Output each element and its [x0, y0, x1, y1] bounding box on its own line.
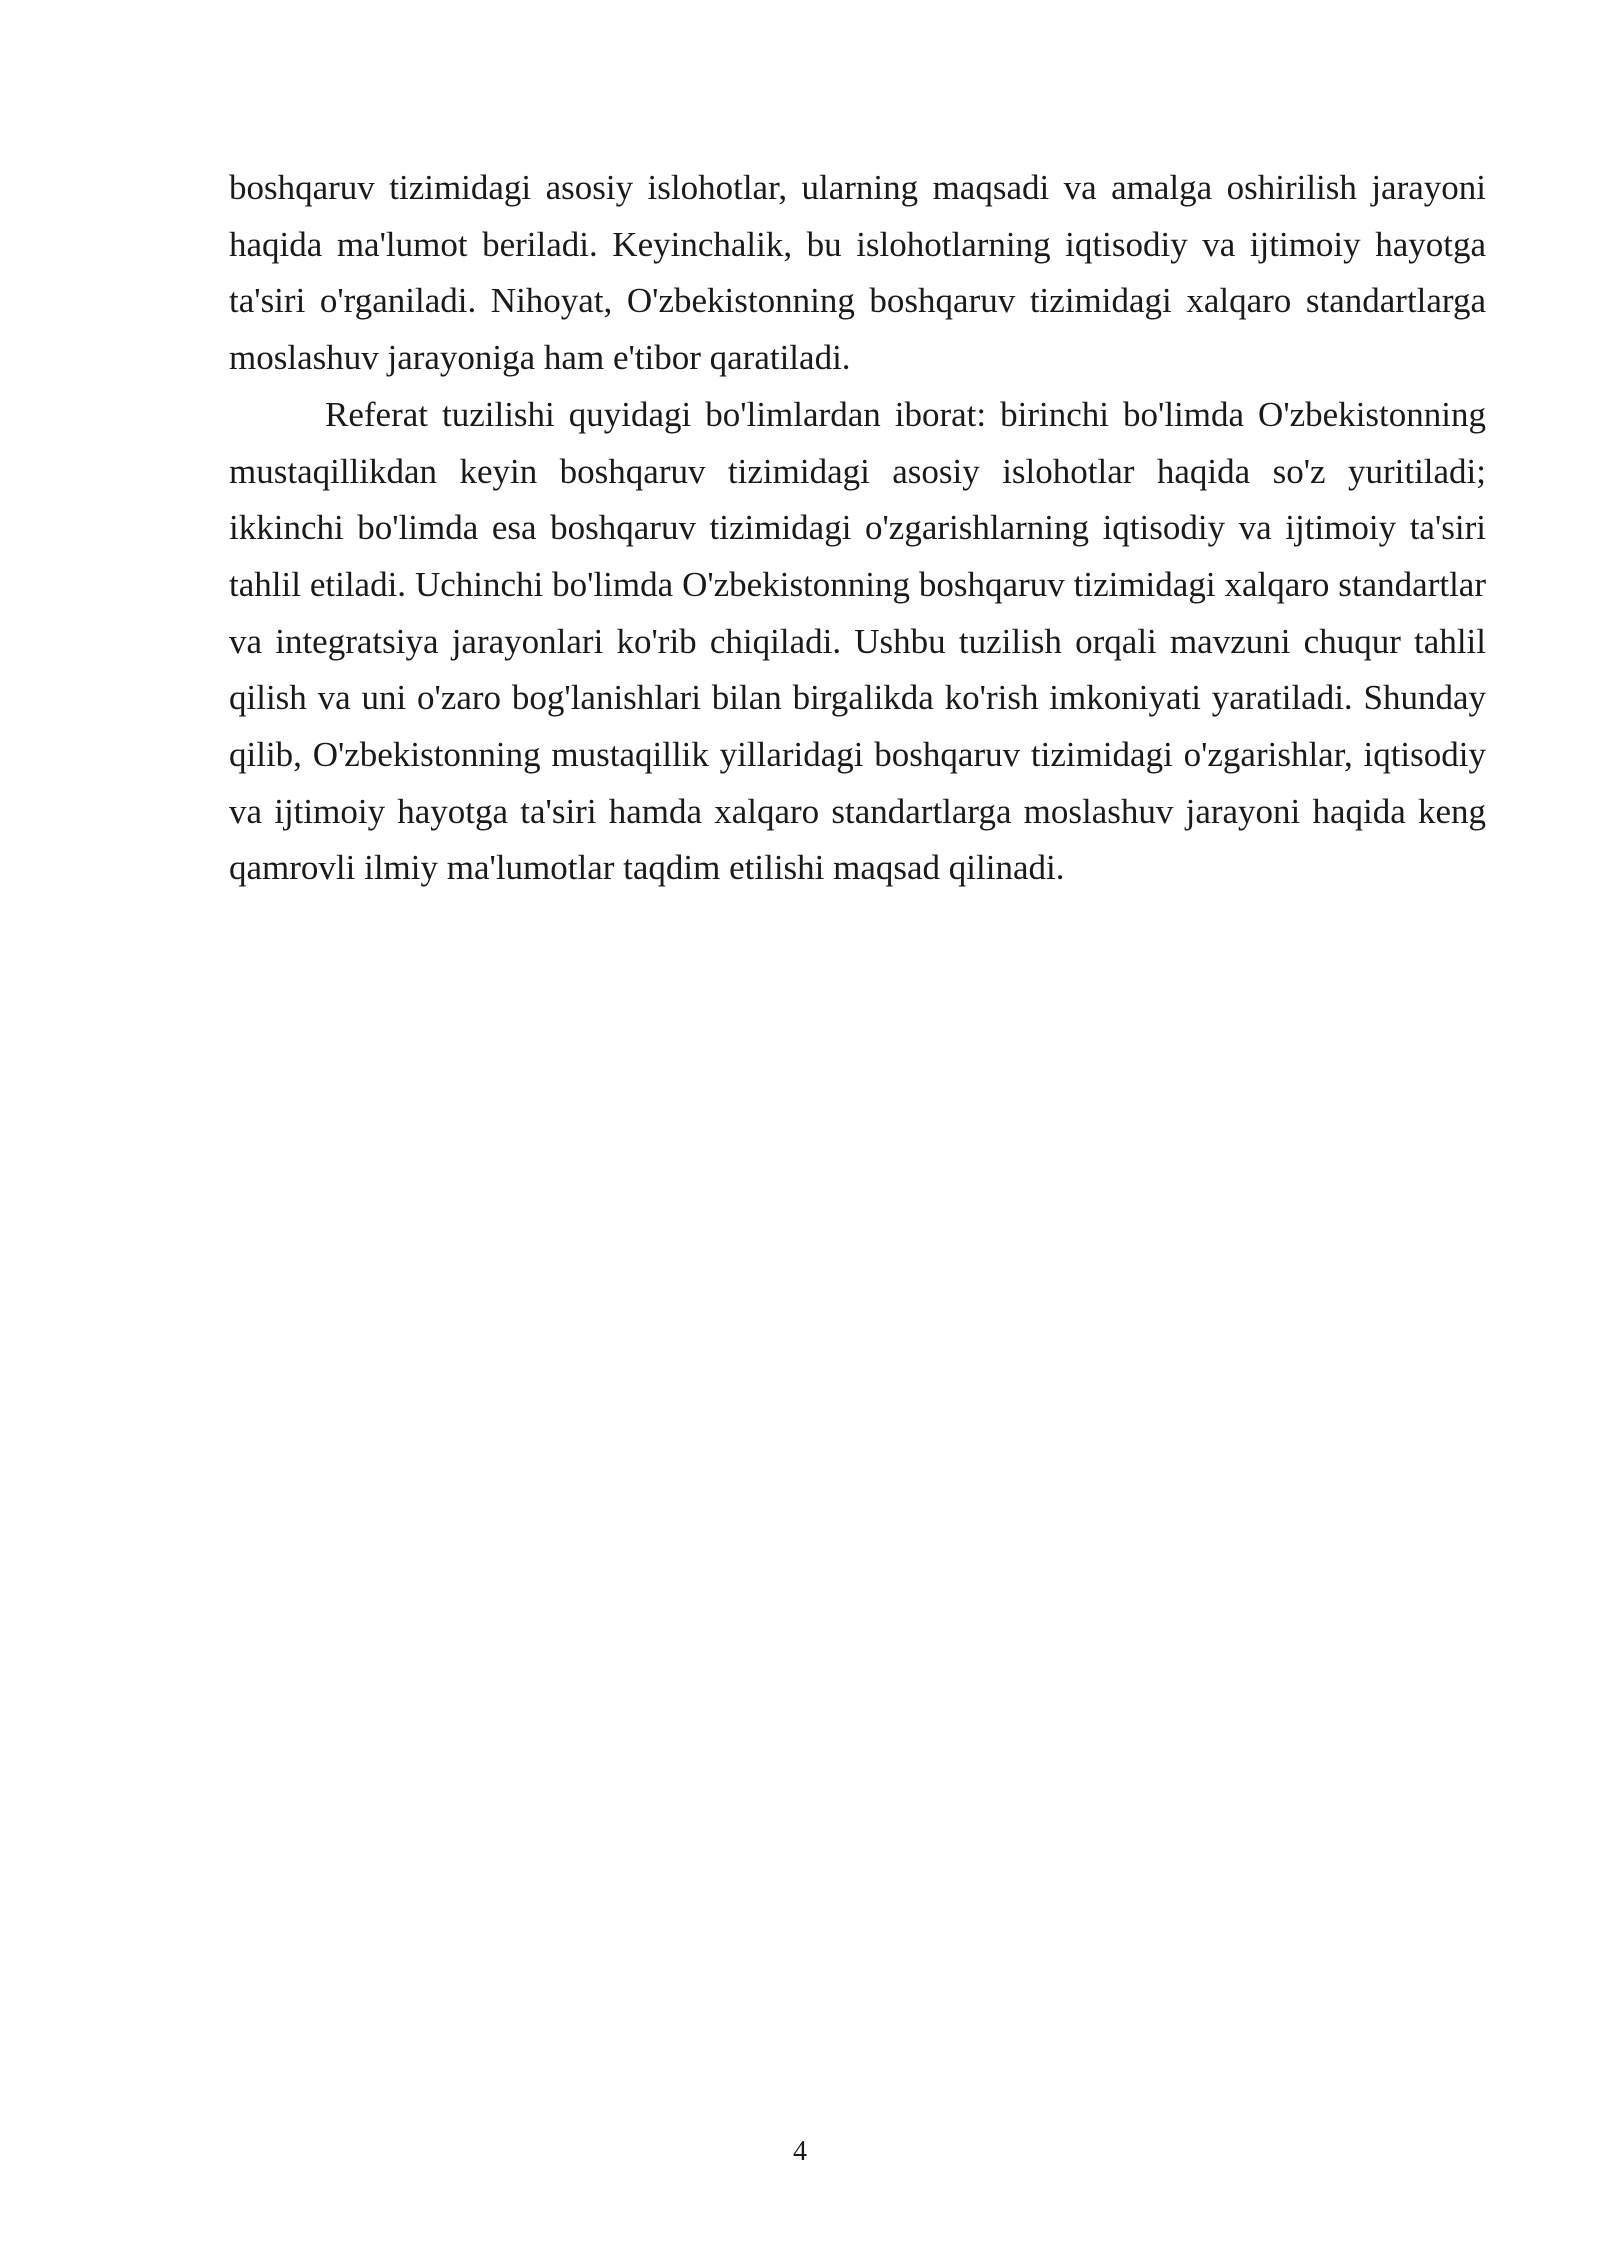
paragraph-continuation: boshqaruv tizimidagi asosiy islohotlar, ularning maqsadi va amalga oshirilish jarayoni haqida ma'lumot beriladi. Keyinchalik, bu islohotlarning iqtisodiy va ijtimoiy hayotga ta'siri o'rganiladi. Nihoyat, O'zbekistonning boshqaruv tizimidagi xalqaro standartlarga moslashuv jarayoniga ham e'tibor qaratiladi. — [229, 168, 1486, 378]
body-text — [229, 160, 1486, 897]
page-number: 4 — [793, 2136, 807, 2167]
paragraph-structure: Referat tuzilishi quyidagi bo'limlardan iborat: birinchi bo'limda O'zbekistonning mustaqillikdan keyin boshqaruv tizimidagi asosiy islohotlar haqida so'z yuritiladi; ikkinchi bo'limda esa boshqaruv tizimidagi o'zgarishlarning iqtisodiy va ijtimoiy ta'siri tahlil etiladi. Uchinchi bo'limda O'zbekistonning boshqaruv tizimidagi xalqaro standartlar va integratsiya jarayonlari ko'rib chiqiladi. Ushbu tuzilish orqali mavzuni chuqur tahlil qilish va uni o'zaro bog'lanishlari bilan birgalikda ko'rish imkoniyati yaratiladi. Shunday qilib, O'zbekistonning mustaqillik yillaridagi boshqaruv tizimidagi o'zgarishlar, iqtisodiy va ijtimoiy hayotga ta'siri hamda xalqaro standartlarga moslashuv jarayoni haqida keng qamrovli ilmiy ma'lumotlar taqdim etilishi maqsad qilinadi. — [229, 394, 1486, 888]
